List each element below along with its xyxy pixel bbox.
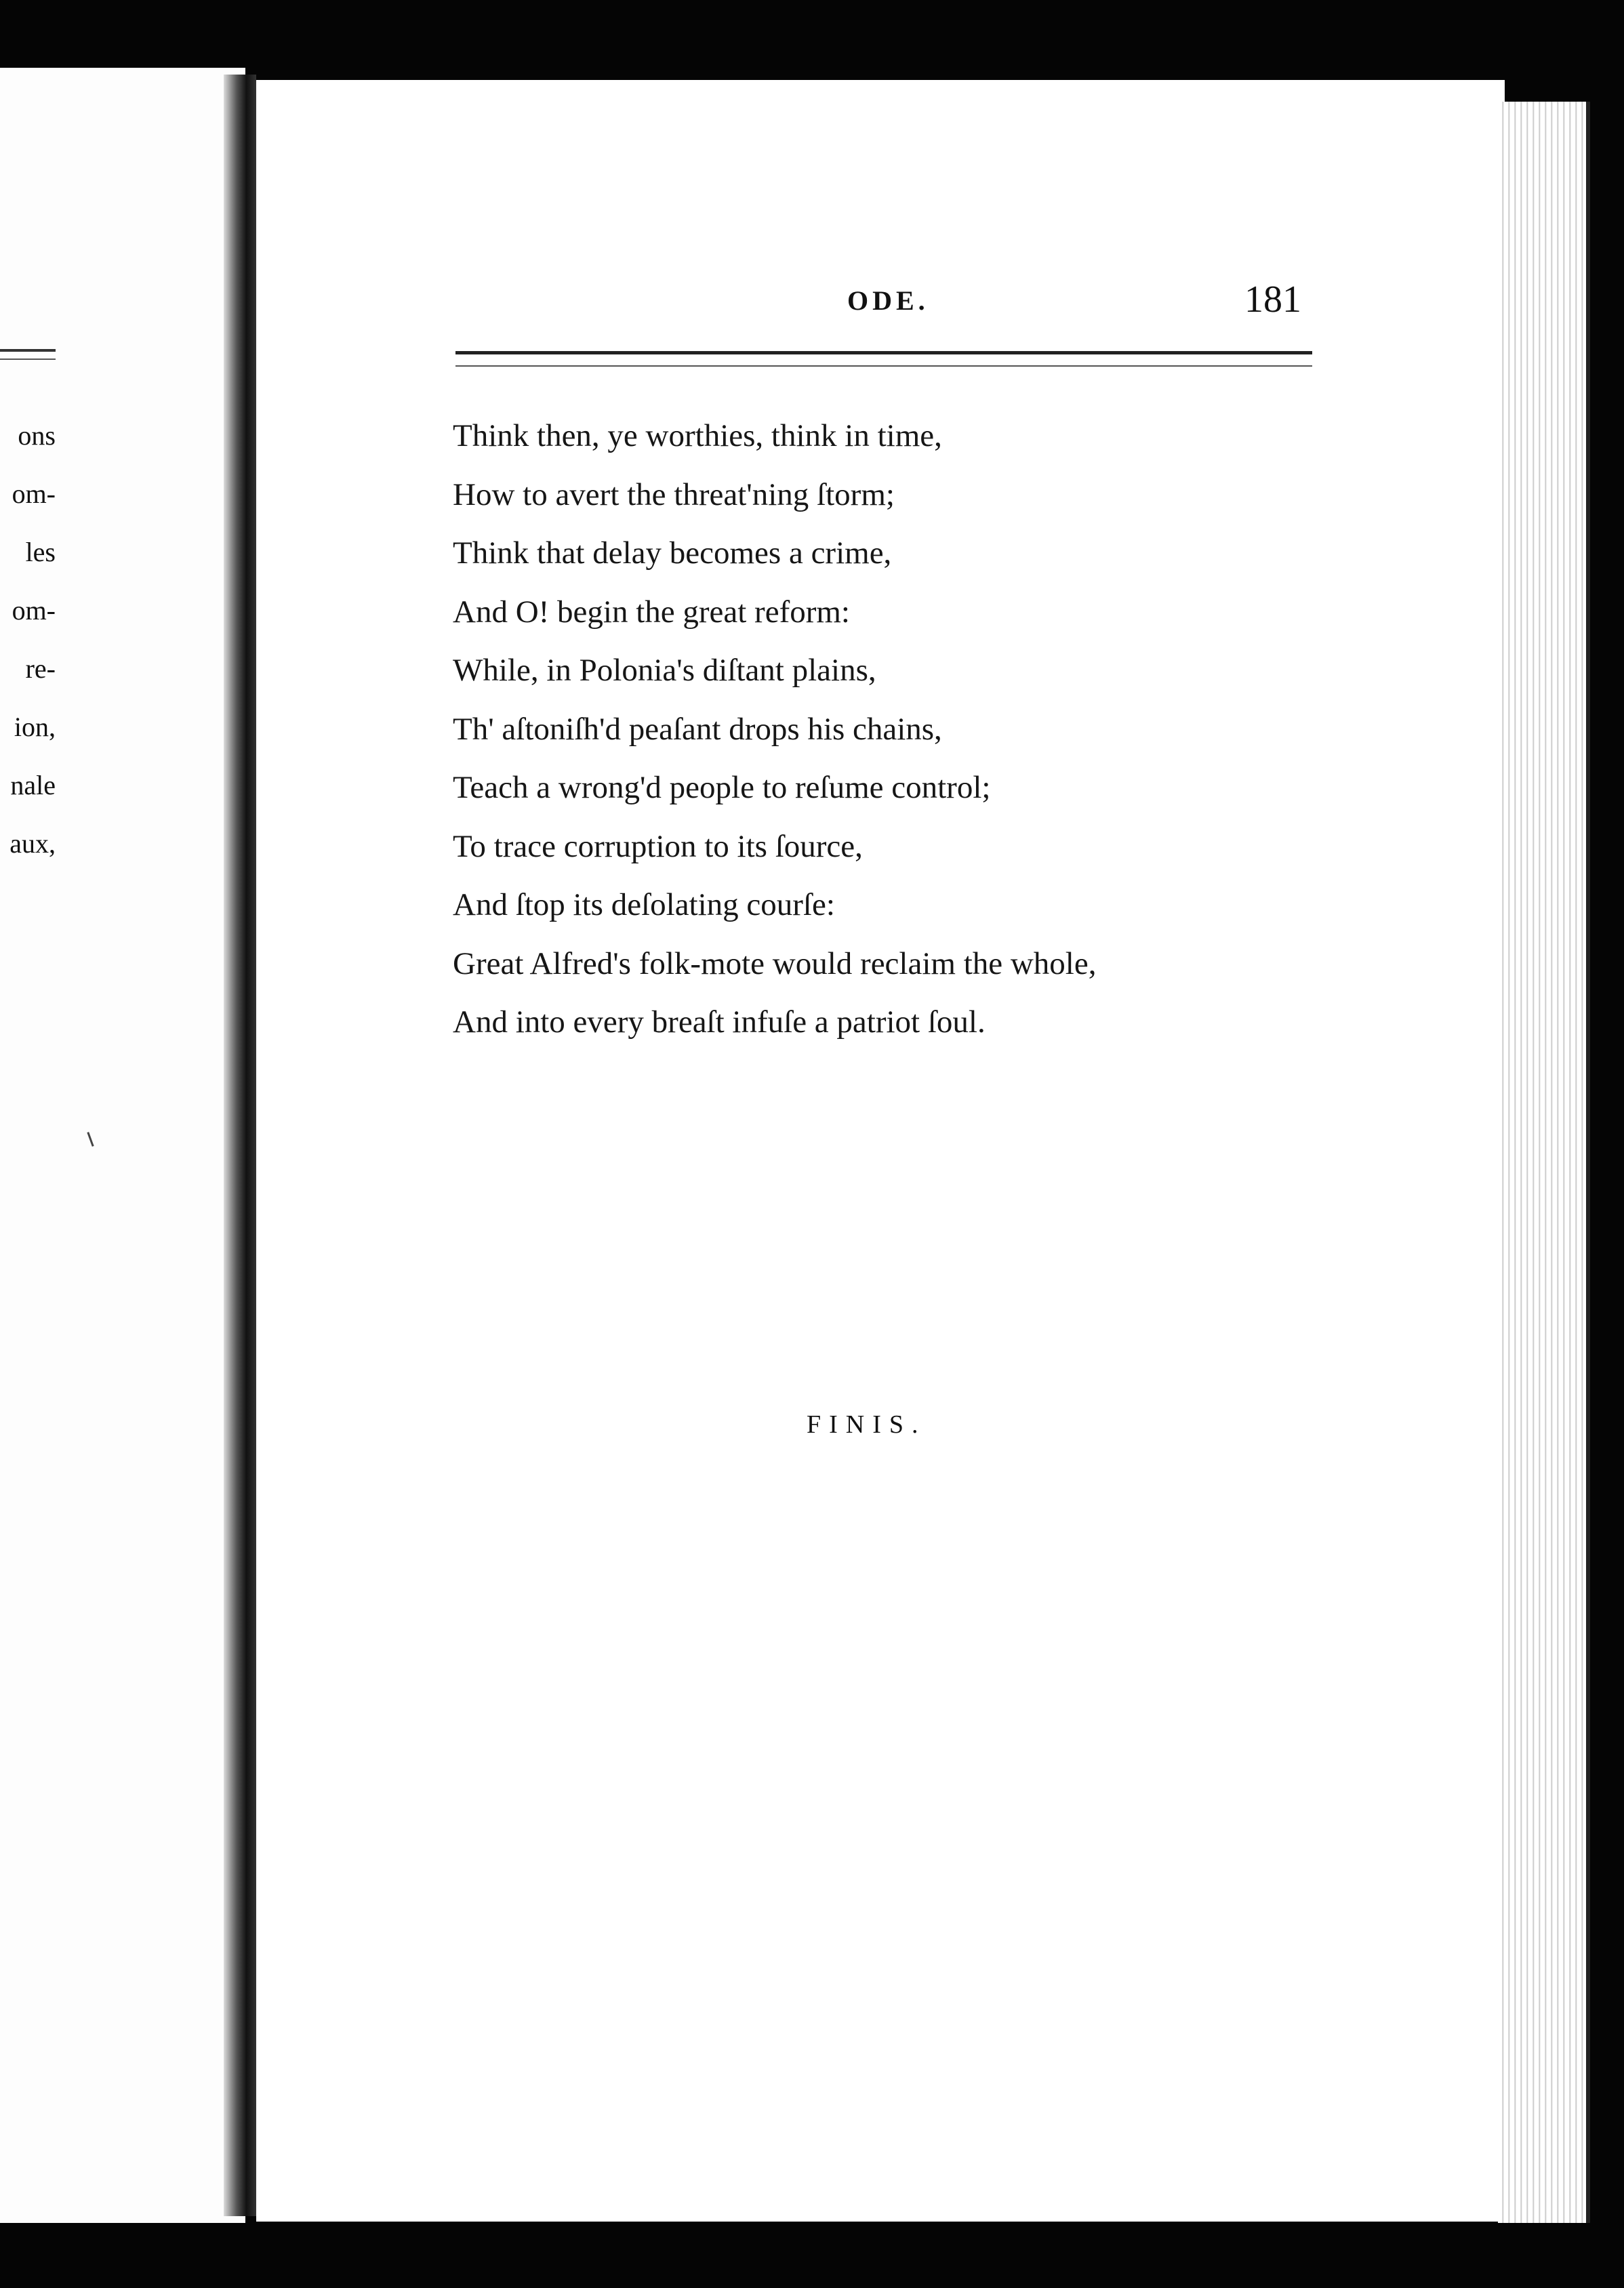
running-head-rule (455, 351, 1312, 367)
left-page-head-rule (0, 349, 56, 360)
poem-line: Teach a wrong'd people to reſume control; (453, 770, 991, 805)
left-fragment-line: om- (12, 595, 56, 626)
poem-stanza (453, 407, 1334, 1052)
book-gutter (224, 75, 256, 2216)
poem-line: How to avert the threat'ning ſtorm; (453, 476, 895, 512)
poem-line: Think then, ye worthies, think in time, (453, 418, 942, 453)
poem-line: While, in Polonia's diſtant plains, (453, 653, 876, 688)
poem-line: Great Alfred's folk-mote would reclaim the whole, (453, 945, 1097, 981)
poem-line: Think that delay becomes a crime, (453, 535, 892, 571)
left-fragment-line: ion, (14, 712, 56, 742)
left-fragment-line: om- (12, 478, 56, 509)
poem-line: To trace corruption to its ſource, (453, 828, 863, 864)
right-page (256, 80, 1505, 2222)
running-head: ODE. (847, 285, 929, 316)
left-page-text-fragments (0, 407, 56, 873)
page-number: 181 (1244, 279, 1301, 321)
left-fragment-line: les (25, 537, 56, 567)
poem-line: Th' aſtoniſh'd peaſant drops his chains, (453, 711, 942, 747)
left-facing-page (0, 68, 245, 2223)
left-fragment-line: re- (25, 653, 56, 684)
poem-line: And ſtop its deſolating courſe: (453, 887, 835, 922)
left-fragment-line: ons (18, 420, 56, 451)
finis-mark: FINIS. (807, 1410, 927, 1439)
left-fragment-line: aux, (9, 828, 56, 859)
poem-line: And into every breaſt infuſe a patriot ſoul. (453, 1004, 986, 1040)
left-fragment-line: nale (10, 770, 56, 800)
page-edges (1498, 102, 1590, 2223)
poem-line: And O! begin the great reform: (453, 594, 850, 630)
